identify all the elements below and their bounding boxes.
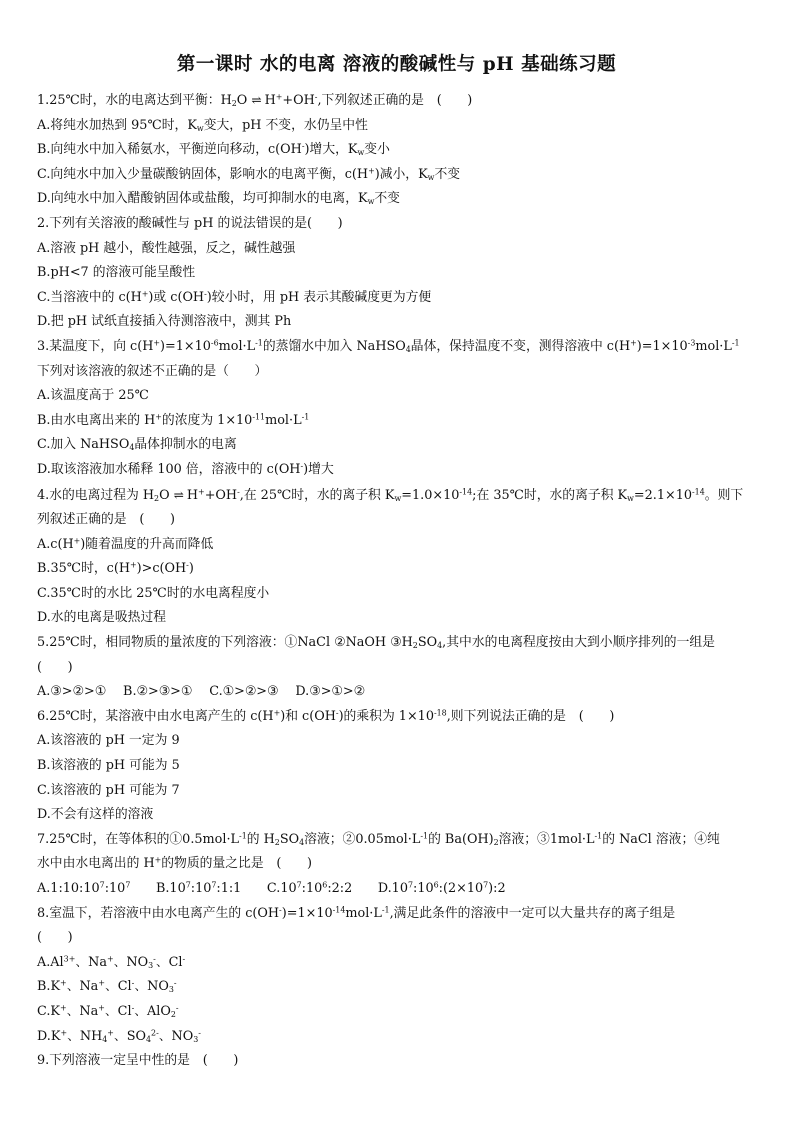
question-line: C.35℃时的水比 25℃时的水电离程度小 [37,585,270,601]
question-line: C.向纯水中加入少量碳酸钠固体，影响水的电离平衡，c(H+)减小，$K_w$不变 [37,166,461,182]
question-line: B.由水电离出来的 H+的浓度为 $1\times 10^{-11}mol\cdot L^{-1}$ [37,411,310,428]
question-list [37,88,761,1074]
question-line: $A.1:10:10^7:10^7$ $B.10^7:10^7:1:1$ $C.10^7:10^6:2:2$ $D.10^7:10^6:(2\times 10^7):2$ [37,880,506,896]
question-line: D.向纯水中加入醋酸钠固体或盐酸，均可抑制水的电离，$K_w$不变 [37,191,400,207]
question-line: 下列对该溶液的叙述不正确的是（ ） [37,363,268,379]
question-line: 8.室温下，若溶液中由水电离产生的 $c(OH^-)=1\times 10^{-14}mol\cdot L^{-1}$,满足此条件的溶液中一定可以大量共存的离子组是 [37,904,676,921]
question-line: C.K+、Na+、Cl-、AlO$_2$- [37,1003,179,1019]
question-line: C.该溶液的 pH 可能为 7 [37,782,180,798]
question-line: 水中由水电离出的 H+的物质的量之比是 ( ) [37,855,313,872]
question-line: 2.下列有关溶液的酸碱性与 pH 的说法错误的是( ) [37,215,343,231]
question-line: 9.下列溶液一定呈中性的是 ( ) [37,1053,239,1069]
question-line: A.将纯水加热到 95℃时，$K_w$变大，pH 不变，水仍呈中性 [37,117,368,133]
question-line: D.取该溶液加水稀释 100 倍，溶液中的 c(OH-)增大 [37,461,334,477]
question-line: C.加入 NaHSO$_4$晶体抑制水的电离 [37,437,237,453]
question-line: D.不会有这样的溶液 [37,807,154,823]
question-line: C.当溶液中的 c(H+)或 c(OH-)较小时，用 pH 表示其酸碱度更为方便 [37,289,432,305]
page-title: 第一课时 水的电离 溶液的酸碱性与 pH 基础练习题 [176,54,617,75]
question-line: 3.某温度下，向 $c(H^+)=1\times 10^{-6}mol\cdot L^{-1}$的蒸馏水中加入 NaHSO$_4$晶体，保持温度不变，测得溶液中 $c(H^+)=1\times 10^{-3}mol\cdot L^{-1}$ [37,338,740,354]
question-line: B.K+、Na+、Cl-、$NO_3^-$ [37,978,177,995]
question-line: B.该溶液的 pH 可能为 5 [37,758,180,774]
question-line: 7.25℃时，在等体积的$①0.5mol\cdot L^{-1}$的 $H_2SO_4$溶液；$②0.05mol\cdot L^{-1}$的 $Ba(OH)_2$溶液；$③1mol\cdot L^{-1}$的 NaCl 溶液；④纯 [37,831,720,847]
question-line: A.c(H+)随着温度的升高而降低 [37,535,214,552]
question-line: 6.25℃时，某溶液中由水电离产生的 c(H+)和 c(OH-)的乘积为 $1\times 10^{-18}$,则下列说法正确的是 ( ) [37,708,615,724]
question-line: 列叙述正确的是 ( ) [37,512,175,528]
question-line: D.K+、$NH_4^+$、$SO_4^{2-}$、$NO_3^-$ [37,1027,201,1044]
question-line: A.溶液 pH 越小，酸性越强，反之，碱性越强 [37,240,296,256]
question-line: B.向纯水中加入稀氨水，平衡逆向移动，c(OH-)增大，$K_w$变小 [37,141,390,158]
question-line: 1.25℃时，水的电离达到平衡：$H_2O$ ⇌ H++OH-,下列叙述正确的是 ( ) [37,92,473,108]
question-line: A.③>②>① B.②>③>① C.①>②>③ D.③>①>② [37,684,366,700]
question-line: A.该温度高于 25℃ [37,388,149,404]
question-line: B.pH<7 的溶液可能呈酸性 [37,265,196,281]
question-line: D.水的电离是吸热过程 [37,610,167,626]
question-line: ( ) [37,659,73,675]
question-line: D.把 pH 试纸直接插入待测溶液中，测其 Ph [37,314,292,330]
question-line: A.该溶液的 pH 一定为 9 [37,733,180,749]
question-line: ( ) [37,930,73,946]
question-line: 4.水的电离过程为 $H_2O$ ⇌ H++OH-,在 25℃时，水的离子积 $K_w=1.0\times 10^{-14}$;在 35℃时，水的离子积 $K_w=2.1\times 10^{-14}$。则下 [37,486,744,503]
question-line: 5.25℃时，相同物质的量浓度的下列溶液：①NaCl ②NaOH $③H_2SO_4$,其中水的电离程度按由大到小顺序排列的一组是 [37,635,715,651]
question-line: B.35℃时，c(H+)>c(OH-) [37,560,194,577]
question-line: $A.Al^{3+}$、Na+、$NO_3^-$、Cl- [37,954,186,970]
